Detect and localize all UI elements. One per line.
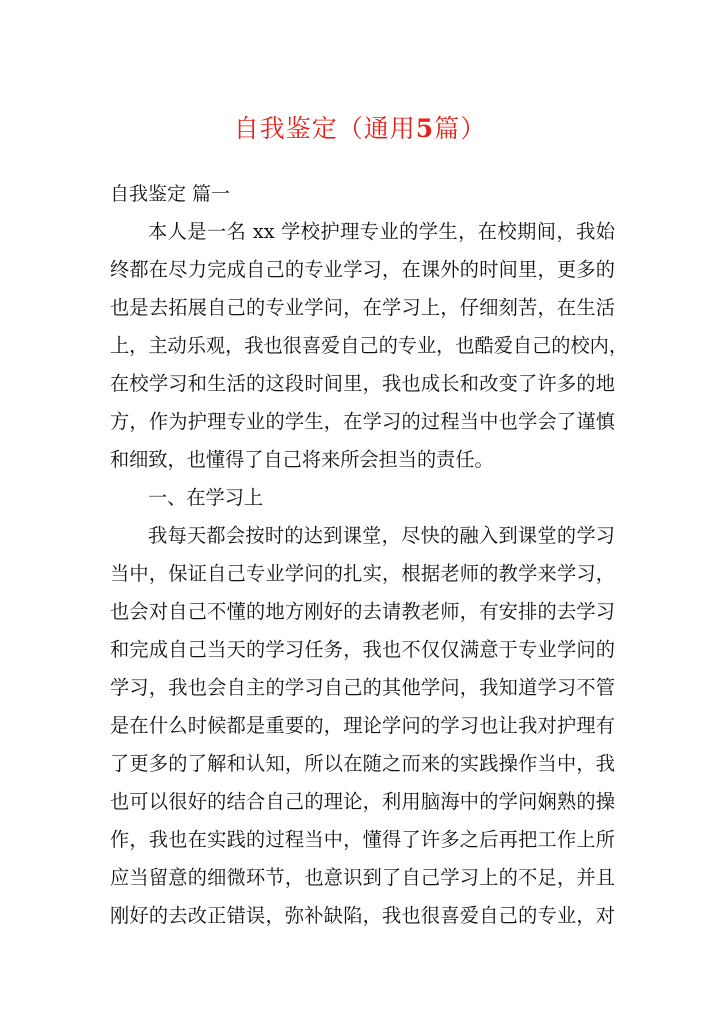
section-heading: 自我鉴定 篇一 <box>110 183 231 205</box>
paragraph-line: 也可以很好的结合自己的理论，利用脑海中的学问娴熟的操 <box>110 790 615 813</box>
paragraph-line: 终都在尽力完成自己的专业学习，在课外的时间里，更多的 <box>110 258 615 281</box>
paragraph-line: 作，我也在实践的过程当中，懂得了许多之后再把工作上所 <box>110 828 615 851</box>
paragraph-line: 是在什么时候都是重要的，理论学问的学习也让我对护理有 <box>110 714 615 737</box>
paragraph-line: 刚好的去改正错误，弥补缺陷，我也很喜爱自己的专业，对 <box>110 904 615 927</box>
paragraph-line: 了更多的了解和认知，所以在随之而来的实践操作当中，我 <box>110 752 615 775</box>
paragraph-line: 和完成自己当天的学习任务，我也不仅仅满意于专业学问的 <box>110 638 615 661</box>
title-text: 自我鉴定（通用 <box>233 114 416 143</box>
paragraph-line: 当中，保证自己专业学问的扎实，根据老师的教学来学习， <box>110 562 615 585</box>
paragraph-line: 学习，我也会自主的学习自己的其他学问，我知道学习不管 <box>110 676 615 699</box>
paragraph-line: 在校学习和生活的这段时间里，我也成长和改变了许多的地 <box>110 372 615 395</box>
paragraph-line: 也是去拓展自己的专业学问，在学习上，仔细刻苦，在生活 <box>110 296 615 319</box>
paragraph-line: 方，作为护理专业的学生，在学习的过程当中也学会了谨慎 <box>110 410 615 433</box>
paragraph-line: 上，主动乐观，我也很喜爱自己的专业，也酷爱自己的校内， <box>110 334 629 357</box>
document-body <box>110 213 629 935</box>
subsection-heading: 一、在学习上 <box>148 486 264 509</box>
paragraph-line: 应当留意的细微环节，也意识到了自己学习上的不足，并且 <box>110 866 615 889</box>
paragraph-line: 我每天都会按时的达到课堂，尽快的融入到课堂的学习 <box>148 524 615 547</box>
title-number: 5 <box>415 114 435 143</box>
paragraph-line: 本人是一名 xx 学校护理专业的学生，在校期间，我始 <box>148 220 615 243</box>
document-title <box>0 112 720 146</box>
title-text-end: 篇） <box>434 114 487 143</box>
paragraph-line: 也会对自己不懂的地方刚好的去请教老师，有安排的去学习 <box>110 600 615 623</box>
paragraph-line: 和细致，也懂得了自己将来所会担当的责任。 <box>110 448 494 471</box>
